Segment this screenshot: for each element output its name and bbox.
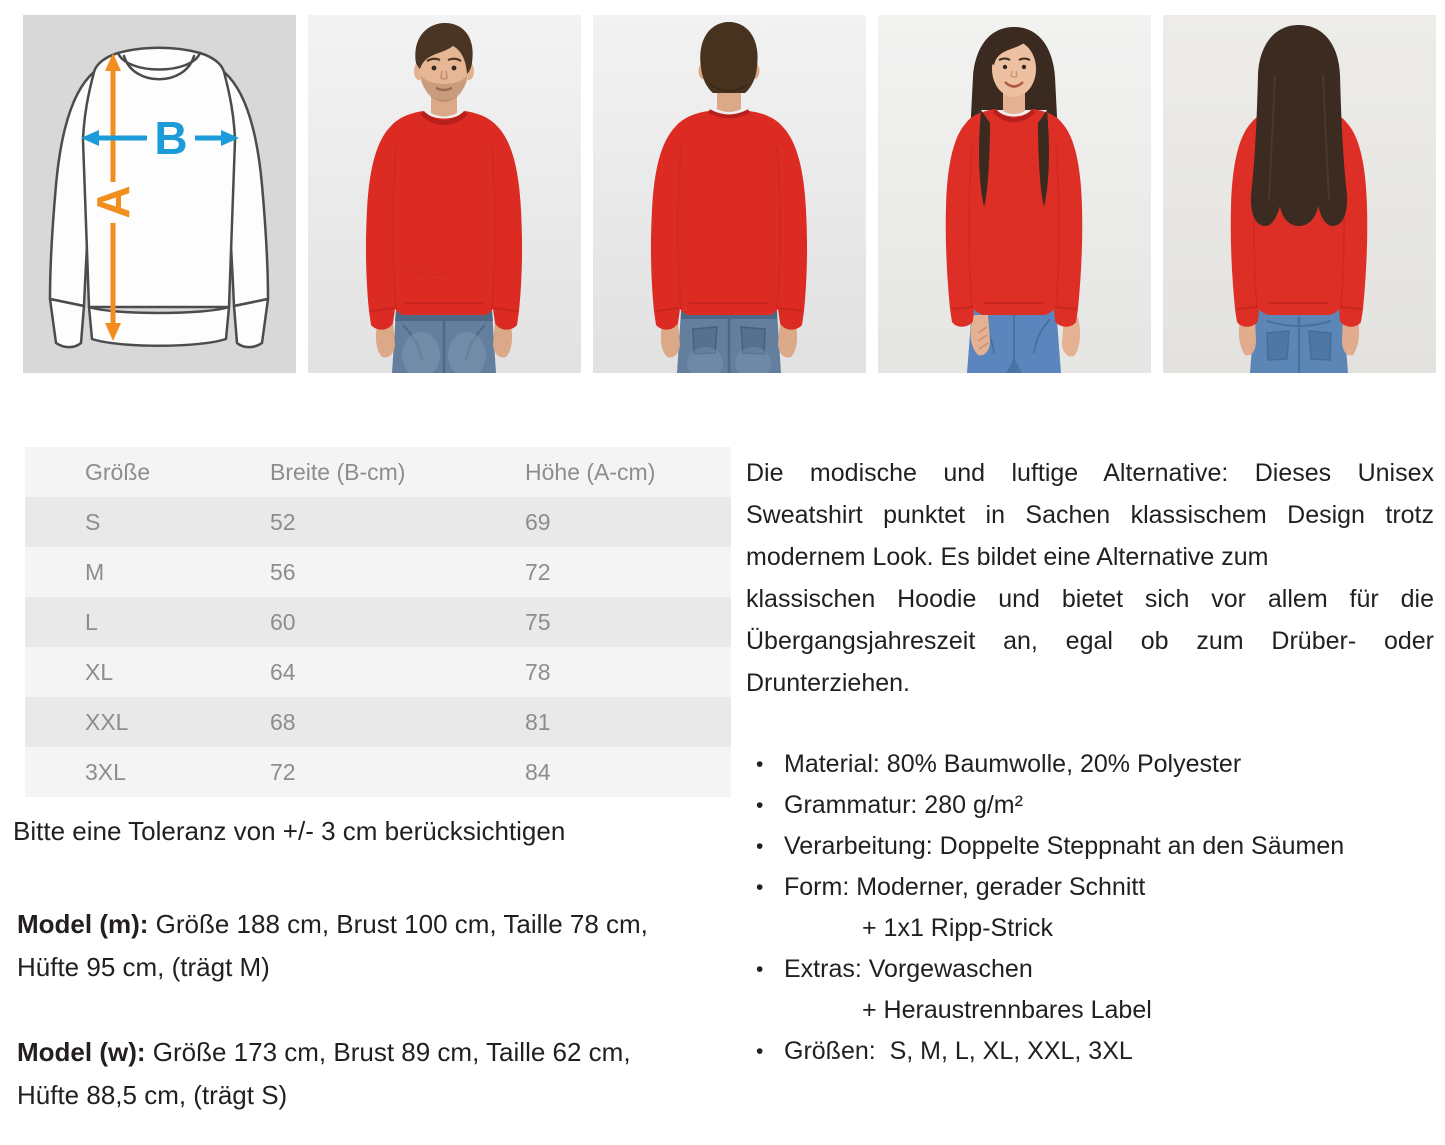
column-header: Größe bbox=[85, 458, 151, 485]
table-row bbox=[25, 597, 731, 647]
feature-item bbox=[746, 867, 1434, 949]
feature-text: Extras: Vorgewaschen bbox=[784, 955, 1033, 983]
table-cell: 56 bbox=[270, 558, 296, 585]
table-cell: M bbox=[85, 558, 105, 585]
feature-item bbox=[746, 1031, 1434, 1072]
size-diagram-graphic bbox=[23, 15, 296, 373]
model-w-line1: Größe 173 cm, Brust 89 cm, Taille 62 cm, bbox=[145, 1037, 631, 1067]
bullet-dot: • bbox=[756, 958, 764, 981]
table-cell: 52 bbox=[270, 508, 296, 535]
table-row bbox=[25, 747, 731, 797]
model-w-label: Model (w): bbox=[17, 1037, 146, 1067]
feature-text: Größen: S, M, L, XL, XXL, 3XL bbox=[784, 1037, 1133, 1065]
model-m-label: Model (m): bbox=[17, 909, 149, 939]
size-table-header-row bbox=[25, 447, 731, 497]
bullet-dot: • bbox=[756, 1040, 764, 1063]
size-diagram bbox=[23, 15, 296, 373]
model-m-line2: Hüfte 95 cm, (trägt M) bbox=[17, 952, 270, 982]
table-cell: 84 bbox=[525, 758, 551, 785]
description-line: Sweatshirt punktet in Sachen klassischem Design trotz bbox=[746, 501, 1434, 529]
feature-text: Grammatur: 280 g/m² bbox=[784, 791, 1023, 819]
model-m-note bbox=[17, 903, 737, 989]
feature-subline: + 1x1 Ripp-Strick bbox=[862, 914, 1054, 942]
product-description bbox=[746, 452, 1434, 704]
column-header: Höhe (A-cm) bbox=[525, 458, 656, 485]
feature-item bbox=[746, 949, 1434, 1031]
male-front-graphic bbox=[308, 15, 581, 373]
description-line: klassischen Hoodie und bietet sich vor allem für die bbox=[746, 585, 1434, 613]
table-cell: 60 bbox=[270, 608, 296, 635]
table-cell: 72 bbox=[525, 558, 551, 585]
female-model-front-photo bbox=[878, 15, 1151, 373]
feature-item bbox=[746, 826, 1434, 867]
size-table-body bbox=[25, 497, 731, 797]
model-w-line2: Hüfte 88,5 cm, (trägt S) bbox=[17, 1080, 288, 1110]
jeans bbox=[392, 311, 496, 373]
table-cell: 68 bbox=[270, 708, 296, 735]
hair-back-full bbox=[1251, 25, 1347, 226]
table-cell: 64 bbox=[270, 658, 296, 685]
model-w-note bbox=[17, 1031, 737, 1117]
male-model-back-photo bbox=[593, 15, 866, 373]
model-m-line1: Größe 188 cm, Brust 100 cm, Taille 78 cm, bbox=[148, 909, 648, 939]
sweatshirt bbox=[366, 111, 522, 330]
bullet-dot: • bbox=[756, 835, 764, 858]
female-model-back-photo bbox=[1163, 15, 1436, 373]
table-cell: XL bbox=[85, 658, 114, 685]
description-line: Übergangsjahreszeit an, egal ob zum Drüber- oder bbox=[746, 627, 1434, 655]
table-row bbox=[25, 647, 731, 697]
feature-subline: + Heraustrennbares Label bbox=[862, 996, 1152, 1024]
table-cell: XXL bbox=[85, 708, 129, 735]
table-cell: 81 bbox=[525, 708, 551, 735]
product-gallery bbox=[23, 15, 1436, 373]
feature-list bbox=[746, 744, 1434, 1072]
sweatshirt-outline bbox=[50, 48, 268, 347]
sweatshirt bbox=[651, 111, 807, 330]
table-cell: L bbox=[85, 608, 98, 635]
size-table bbox=[25, 447, 731, 797]
female-back-graphic bbox=[1163, 15, 1436, 373]
table-cell: 75 bbox=[525, 608, 551, 635]
tolerance-note: Bitte eine Toleranz von +/- 3 cm berücksichtigen bbox=[13, 816, 566, 846]
hair bbox=[700, 22, 757, 93]
feature-item bbox=[746, 744, 1434, 785]
table-cell: 78 bbox=[525, 658, 551, 685]
female-front-graphic bbox=[878, 15, 1151, 373]
description-line: Drunterziehen. bbox=[746, 669, 910, 697]
bullet-dot: • bbox=[756, 794, 764, 817]
bullet-dot: • bbox=[756, 876, 764, 899]
height-label-a: A bbox=[87, 185, 139, 219]
jeans bbox=[677, 311, 781, 373]
feature-text: Material: 80% Baumwolle, 20% Polyester bbox=[784, 750, 1242, 778]
table-cell: 72 bbox=[270, 758, 296, 785]
sweatshirt bbox=[946, 109, 1083, 327]
feature-text: Verarbeitung: Doppelte Steppnaht an den Säumen bbox=[784, 832, 1345, 860]
jeans bbox=[1250, 309, 1348, 373]
bullet-dot: • bbox=[756, 753, 764, 776]
male-back-graphic bbox=[593, 15, 866, 373]
feature-item bbox=[746, 785, 1434, 826]
table-row bbox=[25, 547, 731, 597]
description-column bbox=[746, 452, 1434, 1072]
table-row bbox=[25, 697, 731, 747]
table-cell: 3XL bbox=[85, 758, 126, 785]
table-cell: 69 bbox=[525, 508, 551, 535]
table-row bbox=[25, 497, 731, 547]
column-header: Breite (B-cm) bbox=[270, 458, 406, 485]
table-cell: S bbox=[85, 508, 101, 535]
description-line: modernem Look. Es bildet eine Alternative zum bbox=[746, 543, 1269, 571]
width-label-b: B bbox=[154, 112, 188, 164]
description-line: Die modische und luftige Alternative: Dieses Unisex bbox=[746, 459, 1434, 487]
male-model-front-photo bbox=[308, 15, 581, 373]
feature-text: Form: Moderner, gerader Schnitt bbox=[784, 873, 1146, 901]
